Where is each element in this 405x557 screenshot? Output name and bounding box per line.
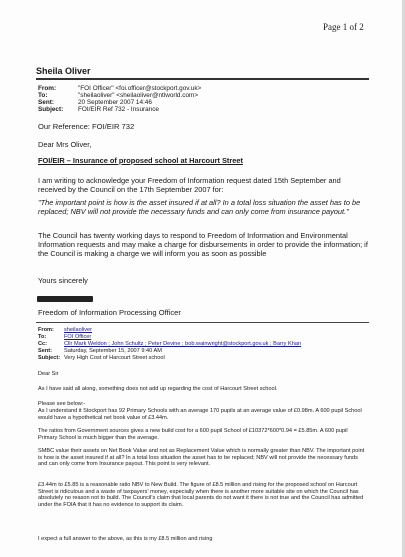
- email-from-value: "FOI Officer" <foi.officer@stockport.gov.uk>: [78, 85, 202, 92]
- quoted-cc-row: Cc: Cllr Mark Weldon ; John Schultz ; Peter Devine ; bob.wainwright@stockport.gov.uk ; Barry Khan: [38, 341, 302, 347]
- quoted-paragraph-4: The ratios from Government sources gives a new build cost for a 600 pupil School of £10372*600*0.94 = £5.85m. A 600 pupil Primary School is much bigger than the average.: [38, 428, 348, 441]
- quoted-sent-row: Sent: Saturday, September 15, 2007 9:40 AM: [38, 348, 162, 354]
- acknowledgement-paragraph: I am writing to acknowledge your Freedom of Information request dated 15th September and received by the Council on the 17th September 2007 for:: [38, 176, 341, 194]
- sender-name: Sheila Oliver: [36, 66, 91, 76]
- quoted-paragraph-1: As I have said all along, something does not add up regarding the cost of Harcourt Street school.: [38, 386, 278, 392]
- quoted-subject-row: Subject: Very High Cost of Harcourt Street school: [38, 355, 165, 361]
- quoted-paragraph-5: SMBC value their assets on Net Book Value and not as Replacement Value which is normally greater than NBV. The important point is how is the asset insured if at all? In a total loss situation the asset has to be replaced; NBV will not provide the necessary funds and can only come from Insurance payout. This point is very relevant.: [38, 448, 365, 468]
- quoted-from-row: From: sheilaoliver: [38, 327, 92, 333]
- request-quote: "The important point is how is the asset insured if at all? In a total loss situation the asset has to be replaced; NBV will not provide the necessary funds and can only come from insurance payout.": [38, 198, 361, 216]
- email-to-value: "sheilaoliver" <sheilaoliver@ntlworld.com>: [78, 92, 199, 99]
- email-sent-row: Sent: 20 September 2007 14:46: [38, 99, 152, 106]
- quoted-to-link[interactable]: FOI Officer: [64, 334, 92, 340]
- quoted-paragraph-7: I expect a full answer to the above, as this is my £8.5 million and rising: [38, 536, 213, 542]
- email-to-row: To: "sheilaoliver" <sheilaoliver@ntlworld.com>: [38, 92, 199, 99]
- header-rule: [36, 78, 369, 80]
- quoted-from-link[interactable]: sheilaoliver: [64, 327, 92, 333]
- charges-paragraph: The Council has twenty working days to respond to Freedom of Information and Environmental Information requests and may make a charge for disbursements in order to provide the information; if the Council is making a charge we will inform you as soon as possible: [38, 231, 368, 258]
- email-subject-row: Subject: FOI/EIR Ref 732 - Insurance: [38, 106, 159, 113]
- quoted-sent-value: Saturday, September 15, 2007 9:40 AM: [64, 348, 162, 354]
- quoted-paragraph-3: As I understand it Stockport has 92 Primary Schools with an average 170 pupils at an average value of £0.98m. A 600 pupil School would have a hypothetical net book value of £3.44m.: [38, 408, 362, 421]
- email-subject-value: FOI/EIR Ref 732 - Insurance: [78, 106, 159, 113]
- sign-off: Yours sincerely: [38, 276, 88, 285]
- email-from-row: From: "FOI Officer" <foi.officer@stockport.gov.uk>: [38, 85, 202, 92]
- quoted-cc-links[interactable]: Cllr Mark Weldon ; John Schultz ; Peter Devine ; bob.wainwright@stockport.gov.uk ; Barry Khan: [64, 341, 302, 347]
- email-sent-value: 20 September 2007 14:46: [78, 99, 152, 106]
- our-reference: Our Reference: FOI/EIR 732: [38, 122, 135, 131]
- quoted-email-rule: [36, 322, 369, 323]
- quoted-greeting: Dear Sir: [38, 371, 59, 377]
- salutation: Dear Mrs Oliver,: [38, 140, 92, 149]
- quoted-paragraph-2: Please see below:-: [38, 401, 86, 407]
- redacted-signature: [37, 296, 93, 302]
- letter-subject: FOI/EIR – Insurance of proposed school at Harcourt Street: [38, 156, 243, 165]
- officer-title: Freedom of Information Processing Officer: [38, 308, 181, 317]
- quoted-to-row: To: FOI Officer: [38, 334, 92, 340]
- quoted-subject-value: Very High Cost of Harcourt Street school: [64, 355, 165, 361]
- page-number: Page 1 of 2: [323, 22, 364, 32]
- quoted-paragraph-6: £3.44m to £5.85 is a reasonable ratio NBV to New Build. The figure of £8.5 million and rising for the proposed school on Harcourt Street is ridiculous and a waste of taxpayers' money, especially when there is another more suitable site on which the Council has absolutely no reason not to build. The Council's claim that local parents do not want it there is not true and the Council has admitted under the FOIA that it has no evidence to support its claim.: [38, 482, 364, 508]
